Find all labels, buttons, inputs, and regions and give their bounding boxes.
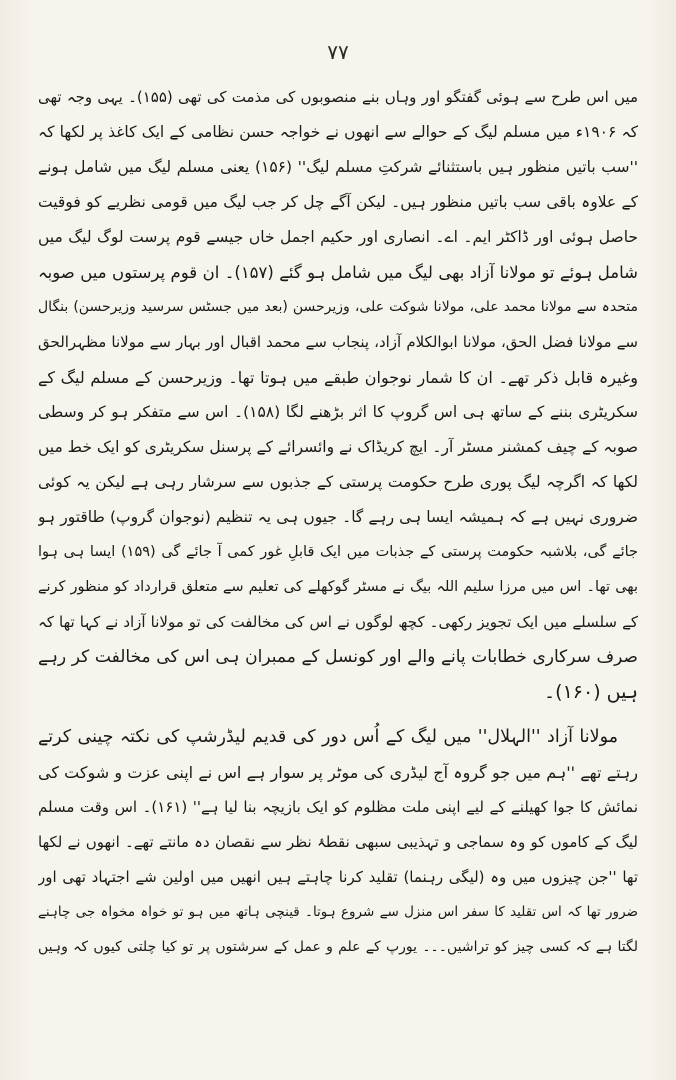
text-line: صوبہ کے چیف کمشنر مسٹر آر۔ ایچ کریڈاک نے وائسرائے کے پرسنل سکریٹری کو ایک خط میں [38, 438, 638, 456]
text-line: ہیں (۱۶۰)۔ [544, 681, 638, 703]
text-line: رہتے تھے ''ہم میں جو گروہ آج لیڈری کی موٹر پر سوار ہے اس نے اپنی عزت و شوکت کی [38, 763, 638, 782]
paragraph-spacer [38, 710, 638, 720]
text-line: میں اس طرح سے ہوئی گفتگو اور وہاں بنے منصوبوں کی مذمت کی تھی (۱۵۵)۔ یہی وجہ تھی [38, 88, 638, 106]
text-line: جائے گی، بلاشبہ حکومت پرستی کے جذبات میں ایک قابلِ غور کمی آ جائے گی (۱۵۹) ایسا ہی ہوا [38, 544, 638, 560]
text-line: کے علاوہ باقی سب باتیں منظور ہیں۔ لیکن آگے چل کر جب لیگ میں قومی نظریے کو فوقیت [38, 193, 638, 211]
text-line: بھی تھا۔ اس میں مرزا سلیم اللہ بیگ نے مسٹر گوکھلے کی تعلیم سے متعلق قرارداد کو منظور کرنے [38, 579, 638, 595]
text-line: لکھا کہ اگرچہ لیگ پوری طرح حکومت پرستی کے جذبوں سے سرشار رہی ہے لیکن یہ کوئی [38, 473, 638, 491]
text-line: شامل ہوئے تو مولانا آزاد بھی لیگ میں شامل ہو گئے (۱۵۷)۔ ان قوم پرستوں میں صوبہ [38, 263, 638, 282]
text-line: ''سب باتیں منظور ہیں باستثنائے شرکتِ مسلم لیگ'' (۱۵۶) یعنی مسلم لیگ میں شامل ہونے [38, 158, 638, 176]
text-line: حاصل ہوئی اور ڈاکٹر ایم۔ اے۔ انصاری اور حکیم اجمل خاں جیسے قوم پرست لوگ لیگ میں [38, 228, 638, 246]
paragraph-2 [38, 720, 638, 965]
text-line: وغیرہ قابل ذکر تھے۔ ان کا شمار نوجوان طبقے میں ہوتا تھا۔ وزیرحسن کے مسلم لیگ کے [38, 368, 638, 387]
text-line: ضرور تھا کہ اس تقلید کا سفر اس منزل سے شروع ہوتا۔ قینچی ہاتھ میں ہو تو خواہ مخواہ جی چاہنے [38, 904, 638, 920]
text-line: لیگ کے کاموں کو وہ سماجی و تہذیبی سبھی نقطۂ نظر سے نقصان دہ مانتے تھے۔ انھوں نے لکھا [38, 833, 638, 851]
text-line: تھا ''جن چیزوں میں وہ (لیگی رہنما) تقلید کرنا چاہتے ہیں انھیں میں اولین شے اجتہاد تھی اور [38, 868, 638, 886]
text-line: متحدہ سے مولانا محمد علی، مولانا شوکت علی، وزیرحسن (بعد میں جسٹس سرسید وزیرحسن) بنگال [38, 299, 638, 315]
text-line: لگتا ہے کہ کسی چیز کو تراشیں۔۔۔ یورپ کے علم و عمل کے سرشتوں پر تو کیا چلتی کیوں کہ وہیں [38, 939, 638, 955]
text-line: نمائش کا جوا کھیلنے کے لیے اپنی ملت مظلوم کو ایک بازیچہ بنا لیا ہے'' (۱۶۱)۔ اس وقت مسلم [38, 798, 638, 816]
text-line: کے سلسلے میں ایک تجویز رکھی۔ کچھ لوگوں نے اس کی مخالفت کی تو مولانا آزاد نے کہا تھا کہ [38, 613, 638, 631]
text-line: صرف سرکاری خطابات پانے والے اور کونسل کے ممبران ہی اس کی مخالفت کر رہے [38, 647, 638, 667]
paragraph-1 [38, 80, 638, 710]
text-line: کہ ۱۹۰۶ء میں مسلم لیگ کے حوالے سے انھوں نے خواجہ حسن نظامی کے ایک کاغذ پر لکھا کہ [38, 123, 638, 141]
text-line: ضروری نہیں ہے کہ ہمیشہ ایسا ہی رہے گا۔ جیوں ہی یہ تنظیم (نوجوان گروپ) طاقتور ہو [38, 508, 638, 526]
text-line: سے مولانا فضل الحق، مولانا ابوالکلام آزاد، پنجاب سے محمد اقبال اور بہار سے مولانا مظہرالحق [38, 333, 638, 351]
text-line: مولانا آزاد ''الہلال'' میں لیگ کے اُس دور کی قدیم لیڈرشپ کی نکتہ چینی کرتے [38, 727, 618, 747]
text-line: سکریٹری بننے کے ساتھ ہی اس گروپ کا اثر بڑھنے لگا (۱۵۸)۔ اس سے متفکر ہو کر وسطی [38, 403, 638, 421]
page-number: ۷۷ [327, 40, 349, 64]
body-text [38, 80, 638, 965]
